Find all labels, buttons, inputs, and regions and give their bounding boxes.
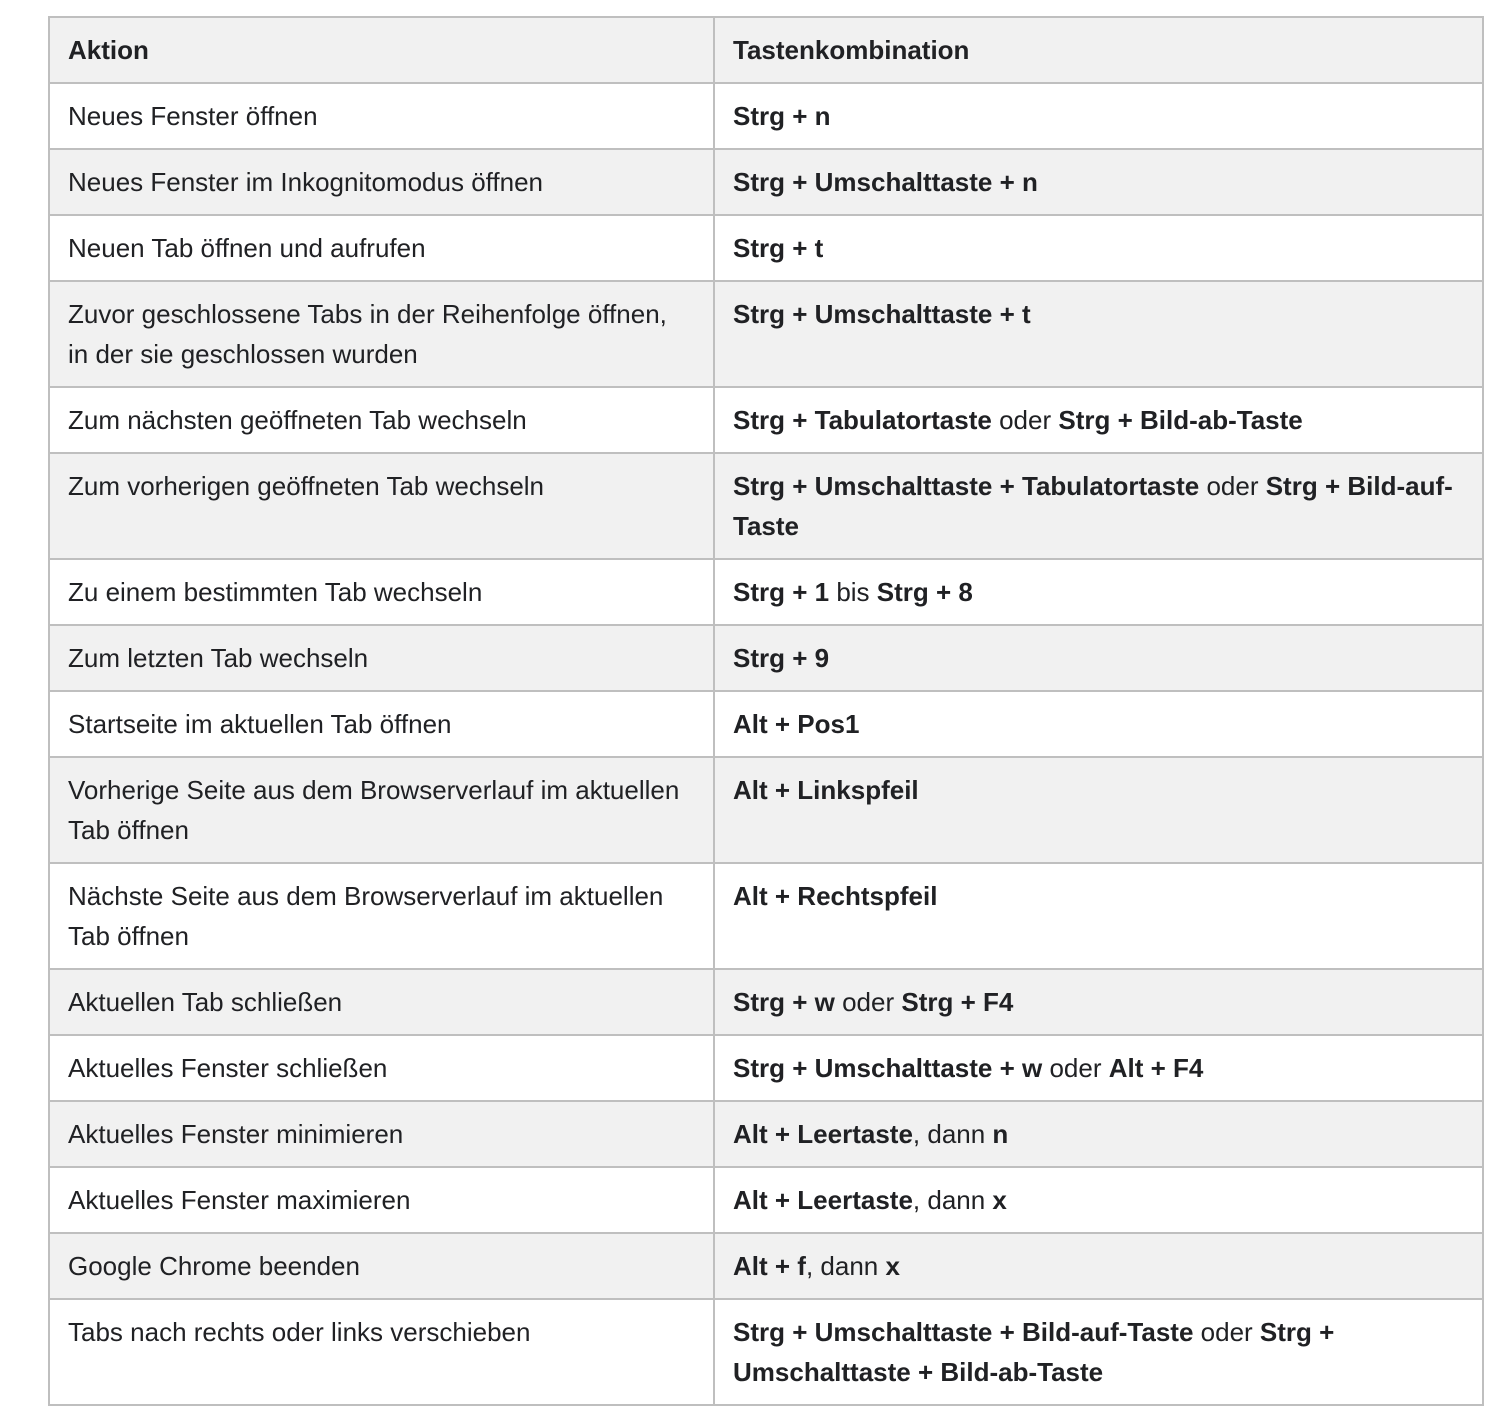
shortcut-cell — [714, 625, 1483, 691]
shortcut-cell — [714, 1299, 1483, 1405]
key-combo: Strg + t — [733, 233, 824, 263]
connector-text: , dann — [912, 1119, 993, 1149]
key-combo: Alt + Leertaste — [733, 1185, 913, 1215]
key-combo: Strg + Umschalttaste + n — [733, 167, 1038, 197]
key-combo: Strg + n — [733, 101, 831, 131]
key-combo: Strg + Tabulatortaste — [733, 405, 992, 435]
table-row — [49, 559, 1483, 625]
key-combo: Strg + Umschalttaste + w — [733, 1053, 1043, 1083]
table-row — [49, 757, 1483, 863]
action-cell: Zum letzten Tab wechseln — [49, 625, 714, 691]
shortcut-cell — [714, 387, 1483, 453]
key-combo: Alt + Leertaste — [733, 1119, 913, 1149]
shortcut-cell — [714, 1035, 1483, 1101]
shortcut-cell — [714, 1101, 1483, 1167]
table-row — [49, 281, 1483, 387]
shortcuts-table — [48, 16, 1484, 1406]
key-combo: Strg + F4 — [901, 987, 1014, 1017]
key-combo: x — [885, 1251, 900, 1281]
connector-text: bis — [829, 577, 877, 607]
connector-text: oder — [1199, 471, 1266, 501]
action-cell: Startseite im aktuellen Tab öffnen — [49, 691, 714, 757]
connector-text: oder — [1193, 1317, 1260, 1347]
header-row — [49, 17, 1483, 83]
table-row — [49, 387, 1483, 453]
shortcut-cell — [714, 1233, 1483, 1299]
table-row — [49, 625, 1483, 691]
action-cell: Tabs nach rechts oder links verschieben — [49, 1299, 714, 1405]
action-cell: Neuen Tab öffnen und aufrufen — [49, 215, 714, 281]
action-cell: Neues Fenster öffnen — [49, 83, 714, 149]
action-cell: Zum vorherigen geöffneten Tab wechseln — [49, 453, 714, 559]
action-cell: Aktuelles Fenster schließen — [49, 1035, 714, 1101]
table-row — [49, 453, 1483, 559]
table-row — [49, 1299, 1483, 1405]
key-combo: Strg + 8 — [876, 577, 973, 607]
action-cell: Vorherige Seite aus dem Browserverlauf im aktuellen Tab öffnen — [49, 757, 714, 863]
table-row — [49, 1035, 1483, 1101]
action-cell: Zum nächsten geöffneten Tab wechseln — [49, 387, 714, 453]
key-combo: Strg + Umschalttaste + Bild-auf-Taste — [733, 1317, 1194, 1347]
connector-text: oder — [991, 405, 1059, 435]
key-combo: Alt + Rechtspfeil — [733, 881, 938, 911]
action-cell: Zu einem bestimmten Tab wechseln — [49, 559, 714, 625]
action-cell: Aktuelles Fenster minimieren — [49, 1101, 714, 1167]
action-cell: Google Chrome beenden — [49, 1233, 714, 1299]
key-combo: Strg + 9 — [733, 643, 830, 673]
connector-text: oder — [1042, 1053, 1109, 1083]
shortcut-cell — [714, 1167, 1483, 1233]
table-row — [49, 691, 1483, 757]
key-combo: Alt + Pos1 — [733, 709, 860, 739]
shortcut-cell — [714, 83, 1483, 149]
key-combo: Strg + 1 — [733, 577, 830, 607]
table-row — [49, 1101, 1483, 1167]
key-combo: Strg + Umschalttaste + Bild-ab-Taste — [733, 1317, 1335, 1387]
action-cell: Neues Fenster im Inkognitomodus öffnen — [49, 149, 714, 215]
shortcut-cell — [714, 691, 1483, 757]
column-header-aktion: Aktion — [49, 17, 714, 83]
key-combo: Alt + f — [733, 1251, 806, 1281]
table-row — [49, 83, 1483, 149]
key-combo: Strg + w — [733, 987, 835, 1017]
table-row — [49, 1233, 1483, 1299]
key-combo: Alt + F4 — [1108, 1053, 1204, 1083]
shortcut-cell — [714, 453, 1483, 559]
table-body — [49, 83, 1483, 1405]
shortcut-cell — [714, 281, 1483, 387]
action-cell: Zuvor geschlossene Tabs in der Reihenfolge öffnen, in der sie geschlossen wurden — [49, 281, 714, 387]
shortcut-cell — [714, 863, 1483, 969]
shortcut-cell — [714, 149, 1483, 215]
key-combo: Strg + Umschalttaste + t — [733, 299, 1031, 329]
column-header-tastenkombination: Tastenkombination — [714, 17, 1483, 83]
key-combo: Strg + Umschalttaste + Tabulatortaste — [733, 471, 1200, 501]
table-row — [49, 1167, 1483, 1233]
shortcut-cell — [714, 215, 1483, 281]
shortcut-cell — [714, 757, 1483, 863]
table-header — [49, 17, 1483, 83]
connector-text: , dann — [805, 1251, 886, 1281]
table-row — [49, 863, 1483, 969]
action-cell: Aktuellen Tab schließen — [49, 969, 714, 1035]
key-combo: Strg + Bild-auf-Taste — [733, 471, 1453, 541]
action-cell: Aktuelles Fenster maximieren — [49, 1167, 714, 1233]
key-combo: Strg + Bild-ab-Taste — [1058, 405, 1303, 435]
connector-text: , dann — [912, 1185, 993, 1215]
shortcut-cell — [714, 969, 1483, 1035]
table-row — [49, 969, 1483, 1035]
key-combo: x — [992, 1185, 1007, 1215]
connector-text: oder — [834, 987, 902, 1017]
key-combo: n — [992, 1119, 1009, 1149]
table-row — [49, 149, 1483, 215]
shortcut-cell — [714, 559, 1483, 625]
table-row — [49, 215, 1483, 281]
key-combo: Alt + Linkspfeil — [733, 775, 919, 805]
action-cell: Nächste Seite aus dem Browserverlauf im aktuellen Tab öffnen — [49, 863, 714, 969]
